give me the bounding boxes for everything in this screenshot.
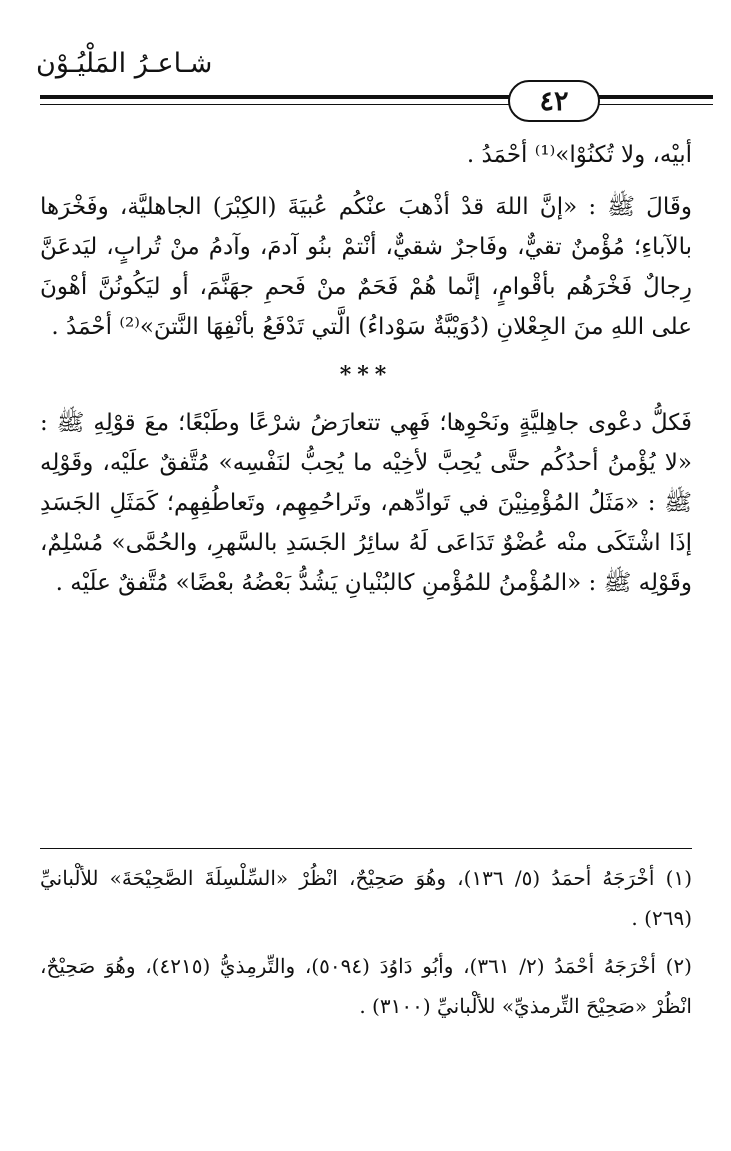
footnote-2: (٢) أخْرَجَهُ أحْمَدُ (٢/ ٣٦١)، وأبُو دَاوُدَ (٥٠٩٤)، والتِّرمِذيُّ (٤٢١٥)، وهُوَ صَحِيْحٌ، انْظُرْ «صَحِيْحَ التِّرمذيِّ» للألْبانيِّ (٣١٠٠) .	[40, 954, 692, 1018]
header-rule-right-thick	[592, 95, 713, 99]
page-number: ٤٢	[539, 85, 569, 117]
section-divider-stars: ***	[339, 362, 393, 388]
paragraph-1: أبيْه، ولا تُكنُوْا»⁽¹⁾ أحْمَدُ .	[466, 142, 692, 168]
footnotes	[40, 858, 692, 1034]
footnote-1: (١) أخْرَجَهُ أحمَدُ (٥/ ١٣٦)، وهُوَ صَحِيْحٌ، انْظُرْ «السِّلْسِلَةَ الصَّحِيْحَةَ» للألْبانيِّ (٢٦٩) .	[40, 866, 692, 930]
paragraph-3: فَكلُّ دعْوى جاهِليَّةٍ ونَحْوِها؛ فَهِي تتعارَضُ شرْعًا وطَبْعًا؛ معَ قوْلِهِ ﷺ : «لا يُؤْمنُ أحدُكُم حتَّى يُحِبَّ لأخِيْه ما يُحِبُّ لنَفْسِه» مُتَّفقٌ علَيْه، وقَوْلِه ﷺ : «مَثَلُ المُؤْمِنِيْنَ في تَوادِّهم، وتَراحُمِهِم، وتَعاطُفِهِم؛ كَمَثَلِ الجَسَدِ إذَا اشْتَكَى منْه عُضْوٌ تَدَاعَى لَهُ سائِرُ الجَسَدِ بالسَّهرِ، والحُمَّى» مُسْلِمٌ، وقَوْلِه ﷺ : «المُؤْمنُ للمُؤْمنِ كالبُنْيانِ يَشُدُّ بَعْضُهُ بعْضًا» مُتَّفقٌ علَيْه .	[40, 410, 692, 596]
paragraph-2: وقَالَ ﷺ : «إنَّ اللهَ قدْ أذْهبَ عنْكُم عُبيَةَ (الكِبْرَ) الجاهليَّة، وفَخْرَها بالآباءِ؛ مُؤْمنٌ تقيٌّ، وفَاجرٌ شقيٌّ، أنْتمْ بنُو آدمَ، وآدمُ منْ تُرابٍ، ليَدعَنَّ رِجالٌ فَخْرَهُم بأقْوامٍ، إنَّما هُمْ فَحَمٌ منْ فَحمِ جهَنَّمَ، أو ليَكُونُنَّ أهْونَ على اللهِ منَ الجِعْلانِ (دُوَيْبَّةٌ سَوْداءُ) الَّتي تَدْفَعُ بأنْفِهَا النَّتنَ»⁽²⁾ أحْمَدُ .	[40, 194, 692, 340]
header-rule-right-thin	[592, 104, 713, 105]
page-number-badge	[508, 80, 600, 122]
main-text	[40, 135, 692, 615]
running-header-title: شـاعـرُ المَلْيُـوْن	[36, 48, 213, 79]
footnote-separator	[40, 848, 692, 849]
